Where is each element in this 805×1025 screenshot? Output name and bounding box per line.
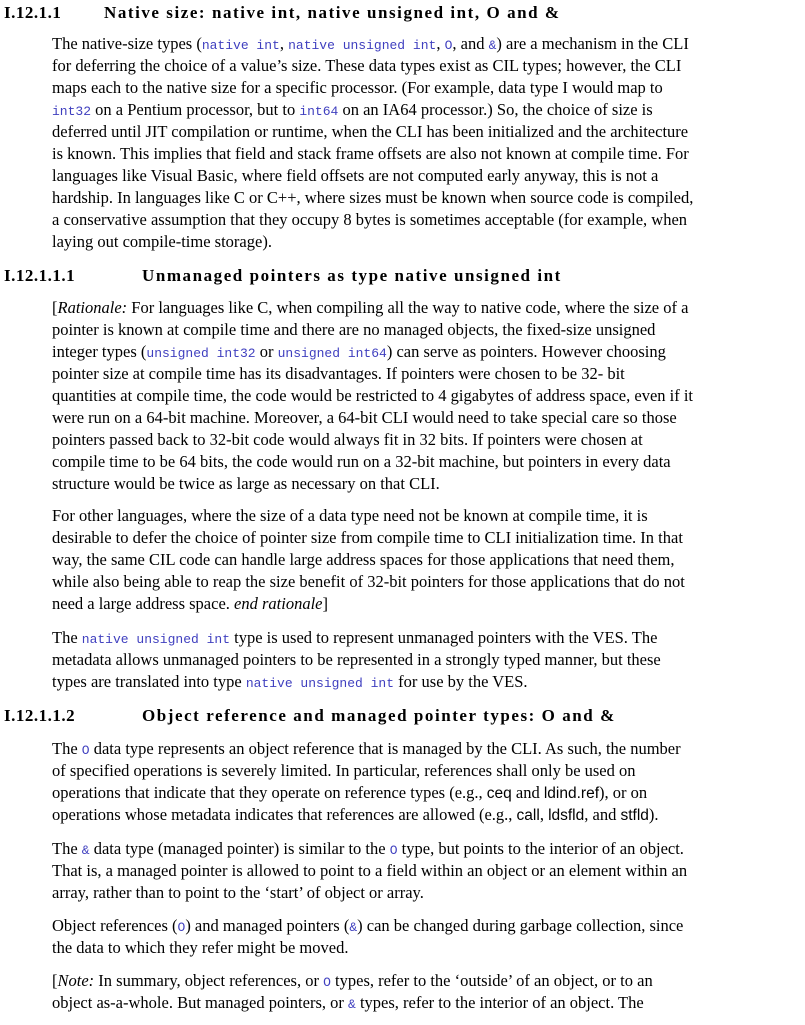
text-line bbox=[52, 341, 792, 363]
text-line bbox=[52, 882, 792, 904]
code-term: int32 bbox=[52, 104, 92, 120]
text-run: a conservative assumption that they occupy 8 bytes is sometimes acceptable (for example, when bbox=[52, 210, 688, 230]
text-run: , bbox=[436, 34, 445, 53]
text-line bbox=[52, 407, 792, 429]
text-run: compile time to be 64 bits, the code would run on a 32-bit machine, but pointers in every data bbox=[52, 452, 671, 472]
text-line bbox=[52, 451, 792, 473]
text-line bbox=[52, 209, 792, 231]
text-run: ). bbox=[648, 805, 659, 825]
text-run: ) and managed pointers ( bbox=[185, 916, 350, 935]
text-line bbox=[52, 165, 792, 187]
text-line bbox=[52, 627, 792, 649]
text-run: and bbox=[511, 783, 544, 803]
text-run: or bbox=[255, 342, 278, 362]
text-run: languages like Visual Basic, where field offsets are not computed early anyway, this is not a bbox=[52, 166, 659, 186]
instruction-name: ldind.ref bbox=[543, 785, 600, 803]
text-run: , bbox=[539, 805, 549, 825]
text-run: The native-size types ( bbox=[52, 34, 202, 53]
text-line bbox=[52, 143, 792, 165]
text-line bbox=[52, 187, 792, 209]
code-term: & bbox=[488, 38, 497, 53]
text-line bbox=[52, 319, 792, 341]
text-run: type, but points to the interior of an object. bbox=[397, 839, 684, 858]
text-line bbox=[52, 970, 792, 992]
code-term: unsigned int32 bbox=[146, 346, 256, 362]
text-line bbox=[52, 385, 792, 407]
code-term: native unsigned int bbox=[245, 676, 395, 692]
text-run: , bbox=[279, 34, 289, 53]
text-line bbox=[52, 937, 792, 959]
text-line bbox=[52, 782, 792, 804]
text-run: The bbox=[52, 839, 82, 858]
italic-text: end rationale bbox=[234, 594, 323, 614]
text-run: operations whose metadata indicates that references are allowed (e.g., bbox=[52, 805, 517, 825]
text-run: ) are a mechanism in the CLI bbox=[496, 34, 689, 53]
text-line bbox=[52, 429, 792, 451]
text-run: types, refer to the ‘outside’ of an object, or to an bbox=[330, 971, 653, 990]
text-line bbox=[52, 915, 792, 937]
text-line bbox=[52, 77, 792, 99]
text-run: quantities at compile time, the code would be restricted to 4 gigabytes of address space, even if it bbox=[52, 386, 694, 406]
text-run: pointer is known at compile time and there are no managed objects, the fixed-size unsigned bbox=[52, 320, 656, 340]
code-term: O bbox=[177, 920, 186, 935]
rationale-paragraph bbox=[52, 505, 792, 615]
text-line bbox=[52, 593, 792, 615]
code-term: O bbox=[323, 975, 331, 990]
text-run: Object references ( bbox=[52, 916, 178, 935]
text-run: while also being able to reap the size benefit of 32-bit pointers for those applications that do not bbox=[52, 572, 685, 592]
body-paragraph bbox=[52, 627, 792, 693]
text-run: ) can be changed during garbage collection, since bbox=[357, 916, 684, 935]
section-heading bbox=[4, 1, 561, 25]
text-run: data type represents an object reference that is managed by the CLI. As such, the number bbox=[89, 739, 681, 758]
text-run: In summary, object references, or bbox=[94, 971, 324, 990]
text-run: type is used to represent unmanaged pointers with the VES. The bbox=[230, 628, 658, 647]
text-line bbox=[52, 671, 792, 693]
text-run: on a Pentium processor, but to bbox=[91, 100, 300, 120]
text-line bbox=[52, 121, 792, 143]
code-term: & bbox=[81, 843, 90, 858]
text-run: [ bbox=[52, 971, 58, 990]
code-term: O bbox=[389, 843, 398, 858]
text-run: were run on a 64-bit machine. Moreover, a 64-bit CLI would need to take special care so those bbox=[52, 408, 677, 428]
text-run: For other languages, where the size of a data type need not be known at compile time, it is bbox=[52, 506, 648, 525]
italic-text: Note: bbox=[57, 971, 95, 990]
text-run: is known. This implies that field and stack frame offsets are also not known at compile time. For bbox=[52, 144, 689, 164]
section-paragraph bbox=[52, 33, 792, 253]
text-line bbox=[52, 804, 792, 826]
body-paragraph bbox=[52, 838, 792, 904]
subsection-number: I.12.1.1.1 bbox=[4, 266, 76, 285]
rationale-paragraph bbox=[52, 297, 792, 495]
subsection-heading bbox=[4, 704, 616, 728]
subsection-title: Unmanaged pointers as type native unsigned int bbox=[142, 266, 562, 285]
text-line bbox=[52, 99, 792, 121]
text-line bbox=[52, 838, 792, 860]
text-run: data type (managed pointer) is similar to the bbox=[89, 839, 390, 858]
code-term: O bbox=[444, 38, 453, 53]
text-run: ] bbox=[322, 594, 328, 614]
subsection-title: Object reference and managed pointer types: O and & bbox=[142, 706, 616, 725]
text-run: array, rather than to point to the ‘start’ of object or array. bbox=[52, 883, 424, 903]
text-run: the data to which they refer might be moved. bbox=[52, 938, 349, 958]
text-run: maps each to the native size for a specific processor. (For example, data type I would map to bbox=[52, 78, 663, 98]
section-title: Native size: native int, native unsigned int, O and & bbox=[104, 3, 561, 22]
text-run: integer types ( bbox=[52, 342, 147, 362]
instruction-name: ceq bbox=[486, 785, 512, 803]
text-run: of specified operations is severely limited. In particular, references shall only be used on bbox=[52, 761, 636, 781]
text-run: pointers passed back to 32-bit code would always fit in 32 bits. If pointers were chosen at bbox=[52, 430, 643, 450]
text-run: ), or on bbox=[599, 783, 648, 803]
code-term: native unsigned int bbox=[81, 632, 231, 647]
text-run: for deferring the choice of a value’s size. These data types exist as CIL types; however, the CLI bbox=[52, 56, 682, 76]
text-line bbox=[52, 297, 792, 319]
text-line bbox=[52, 231, 792, 253]
italic-text: Rationale: bbox=[57, 298, 128, 317]
text-run: The bbox=[52, 628, 82, 647]
text-run: structure would be twice as large as necessary on that CLI. bbox=[52, 474, 440, 494]
text-line bbox=[52, 860, 792, 882]
text-run: desirable to defer the choice of pointer size from compile time to CLI initialization time. In that bbox=[52, 528, 683, 548]
text-run: deferred until JIT compilation or runtime, when the CLI has been initialized and the architecture bbox=[52, 122, 689, 142]
text-run: need a large address space. bbox=[52, 594, 235, 614]
text-run: laying out compile-time storage). bbox=[52, 232, 272, 252]
code-term: native unsigned int bbox=[288, 38, 437, 53]
text-run: for use by the VES. bbox=[394, 672, 528, 692]
text-run: types are translated into type bbox=[52, 672, 246, 692]
text-line bbox=[52, 527, 792, 549]
body-paragraph bbox=[52, 738, 792, 826]
instruction-name: call bbox=[516, 807, 540, 825]
text-run: object as-a-whole. But managed pointers, or bbox=[52, 993, 348, 1013]
text-run: [ bbox=[52, 298, 58, 317]
text-line bbox=[52, 473, 792, 495]
subsection-number: I.12.1.1.2 bbox=[4, 706, 76, 725]
text-line bbox=[52, 760, 792, 782]
text-run: types, refer to the interior of an object. The bbox=[355, 993, 644, 1013]
instruction-name: stfld bbox=[620, 807, 649, 825]
text-run: That is, a managed pointer is allowed to point to a field within an object or an element within an bbox=[52, 861, 688, 881]
code-term: unsigned int64 bbox=[277, 346, 387, 362]
text-run: way, the same CIL code can handle large address spaces for those applications that need them, bbox=[52, 550, 675, 570]
text-line bbox=[52, 992, 792, 1014]
code-term: & bbox=[348, 997, 356, 1013]
text-run: hardship. In languages like C or C++, where sizes must be known when source code is compiled, bbox=[52, 188, 694, 208]
code-term: native int bbox=[201, 38, 280, 53]
code-term: O bbox=[81, 743, 90, 758]
text-line bbox=[52, 505, 792, 527]
text-line bbox=[52, 55, 792, 77]
code-term: int64 bbox=[299, 104, 339, 120]
text-line bbox=[52, 549, 792, 571]
note-paragraph bbox=[52, 970, 792, 1014]
section-number: I.12.1.1 bbox=[4, 3, 62, 22]
text-line bbox=[52, 363, 792, 385]
subsection-heading bbox=[4, 264, 562, 288]
text-run: , and bbox=[452, 34, 489, 53]
text-line bbox=[52, 571, 792, 593]
text-run: pointer size at compile time has its disadvantages. If pointers were chosen to be 32- bit bbox=[52, 364, 625, 384]
text-run: The bbox=[52, 739, 82, 758]
text-line bbox=[52, 738, 792, 760]
text-run: metadata allows unmanaged pointers to be represented in a strongly typed manner, but these bbox=[52, 650, 661, 670]
text-line bbox=[52, 33, 792, 55]
instruction-name: ldsfld bbox=[548, 807, 585, 825]
body-paragraph bbox=[52, 915, 792, 959]
text-run: ) can serve as pointers. However choosing bbox=[386, 342, 666, 362]
text-line bbox=[52, 649, 792, 671]
text-run: For languages like C, when compiling all the way to native code, where the size of a bbox=[127, 298, 689, 317]
code-term: & bbox=[349, 920, 358, 935]
text-run: operations that indicate that they operate on reference types (e.g., bbox=[52, 783, 487, 803]
text-run: , and bbox=[584, 805, 621, 825]
text-run: on an IA64 processor.) So, the choice of size is bbox=[338, 100, 653, 120]
